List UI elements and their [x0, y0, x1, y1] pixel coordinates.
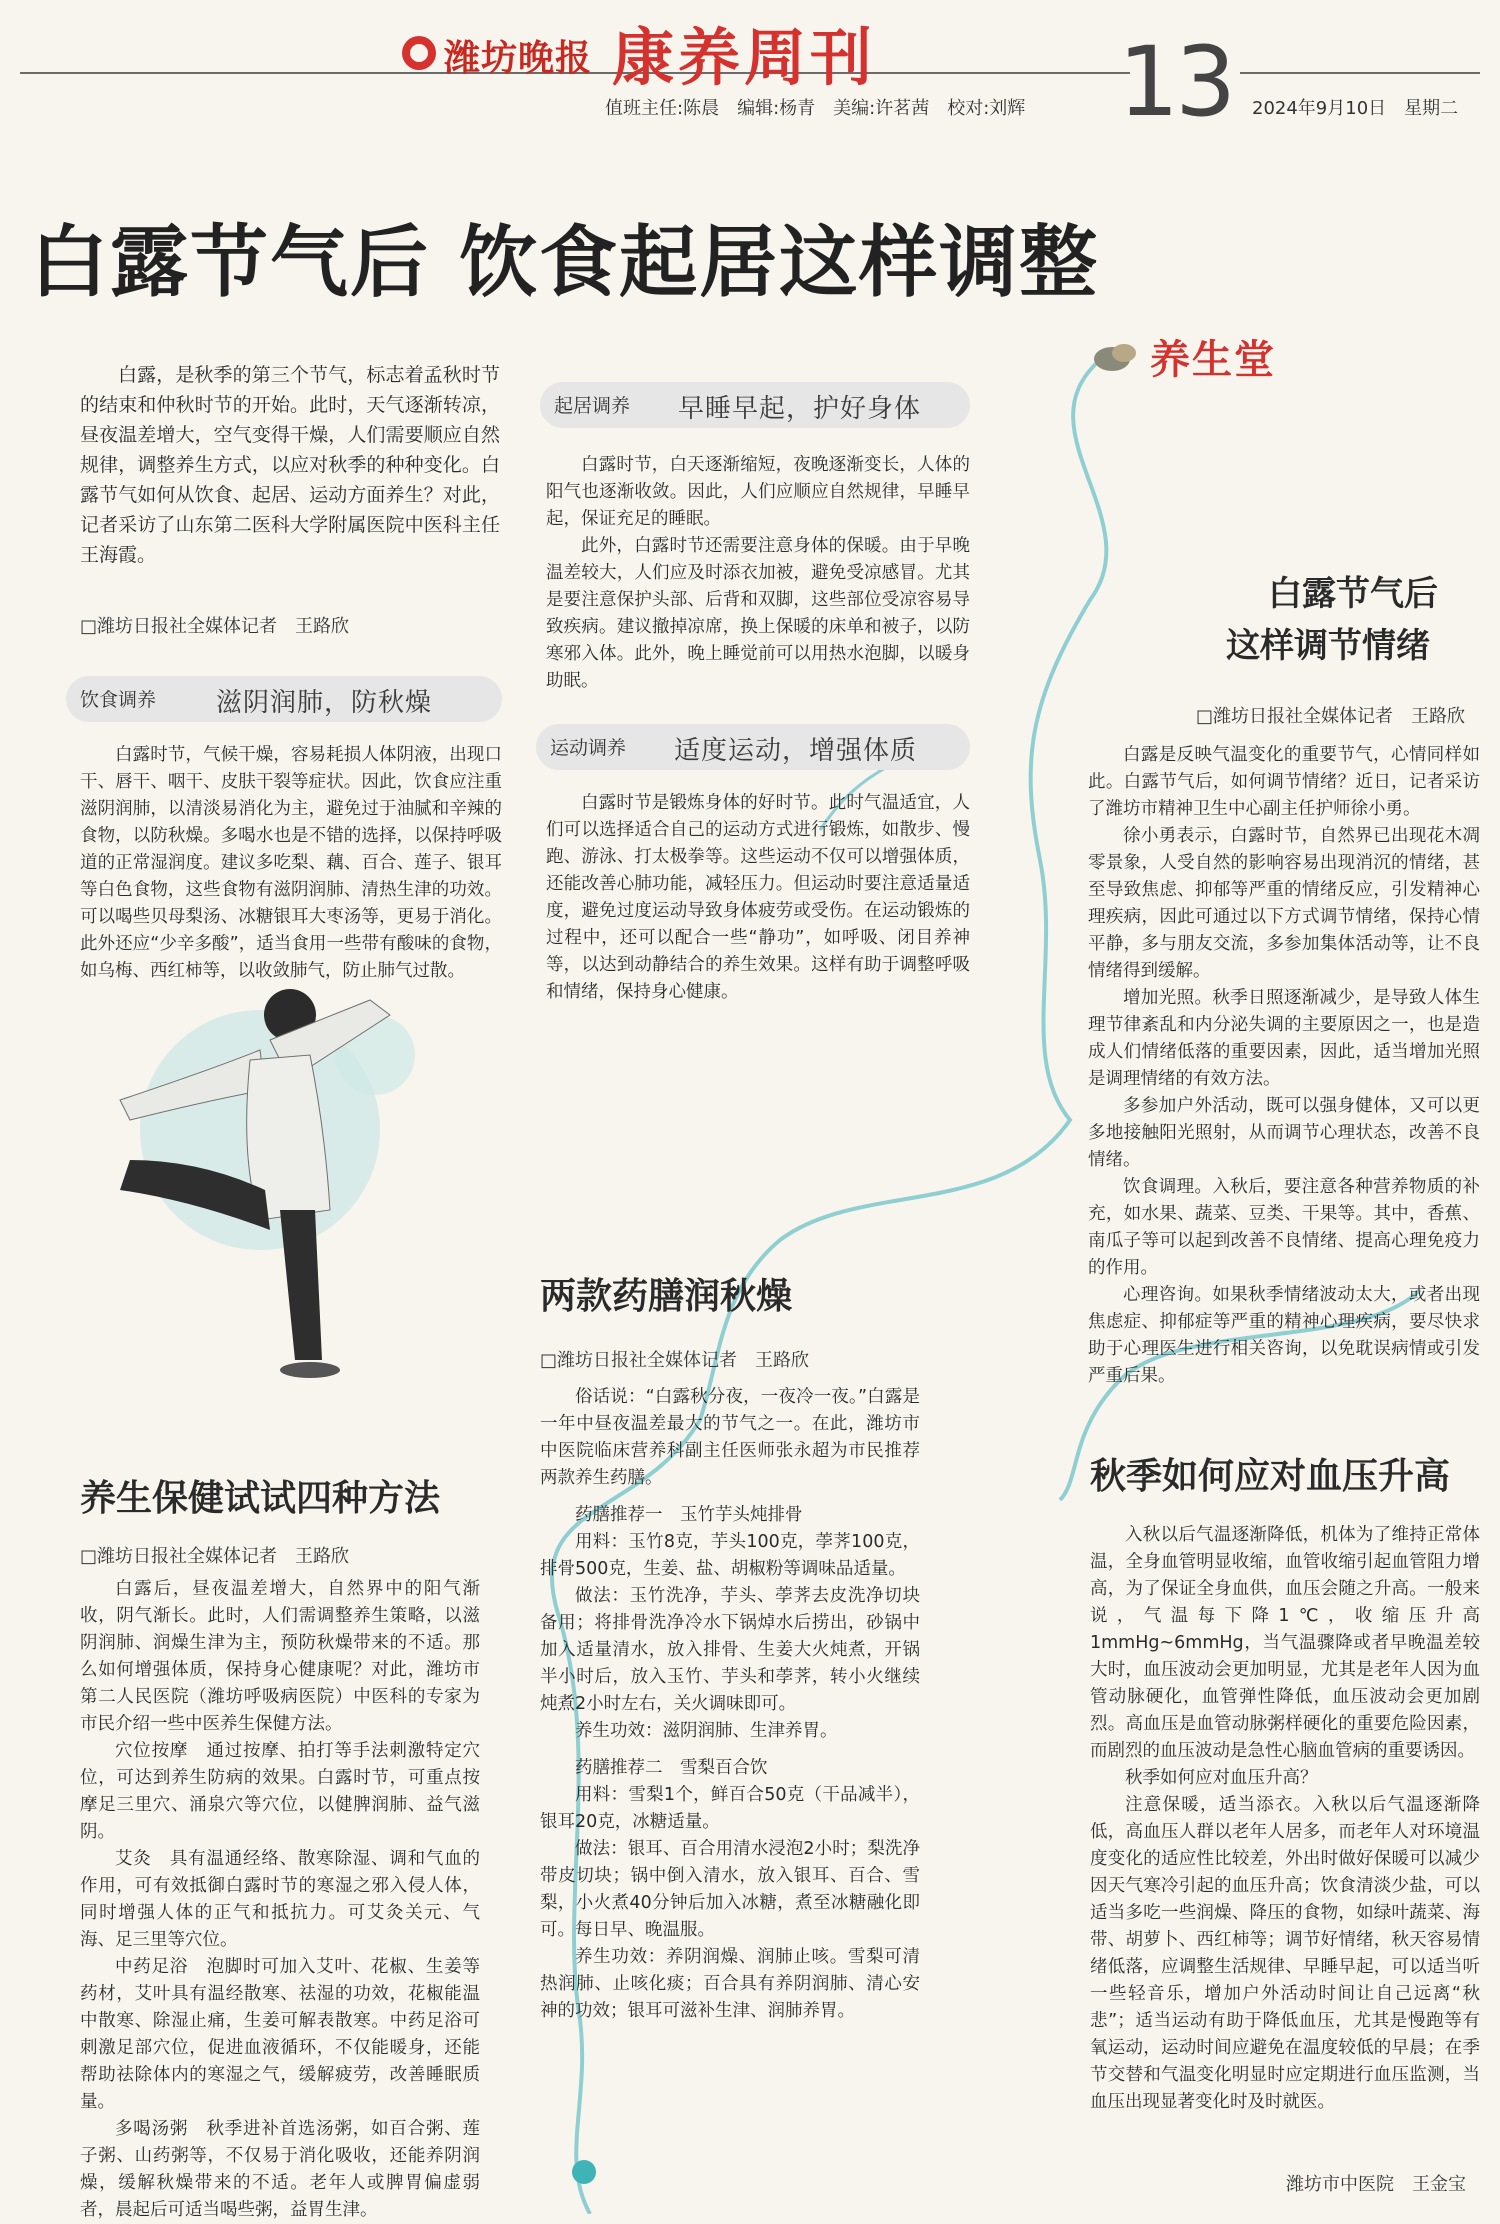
rest-heading: 早睡早起，护好身体 [678, 394, 922, 424]
recipes-byline: □潍坊日报社全媒体记者 王路欣 [540, 1350, 810, 1371]
recipes-text: 俗话说：“白露秋分夜，一夜冷一夜。”白露是一年中昼夜温差最大的节气之一。在此，潍坊市中医院临床营养科副主任医师张永超为市民推荐两款养生药膳。 药膳推荐一 玉竹芋头炖排骨 用料：玉竹8克，芋头100克，荸荠100克，排骨500克，生姜、盐、胡椒粉等调味品适量。 做法：玉竹洗净，芋头、荸荠去皮洗净切块备用；将排骨洗净冷水下锅焯水后捞出，砂锅中加入适量清水，放入排骨、生姜大火炖煮，开锅半小时后，放入玉竹、芋头和荸荠，转小火继续炖煮2小时左右，关火调味即可。 养生功效：滋阴润肺、生津养胃。 药膳推荐二 雪梨百合饮 用料：雪梨1个，鲜百合50克（干品减半），银耳20克，冰糖适量。 做法：银耳、百合用清水浸泡2小时；梨洗净带皮切块；锅中倒入清水，放入银耳、百合、雪梨，小火煮40分钟后加入冰糖，煮至冰糖融化即可。每日早、晚温服。 养生功效：养阴润燥、润肺止咳。雪梨可清热润肺、止咳化痰；百合具有养阴润肺、清心安神的功效；银耳可滋补生津、润肺养胃。 [540, 1387, 920, 2021]
main-headline: 白露节气后 饮食起居这样调整 [30, 218, 1100, 308]
page-number: 13 [1118, 26, 1233, 138]
editor-credits: 值班主任:陈晨 编辑:杨青 美编:许茗茜 校对:刘辉 [605, 98, 1026, 119]
paper-name: 潍坊晚报 [444, 37, 593, 79]
emotion-title-line2: 这样调节情绪 [1226, 626, 1430, 666]
rest-section-header [540, 382, 970, 428]
recipes-title: 两款药膳润秋燥 [540, 1275, 793, 1317]
column-herbs-icon [1090, 335, 1146, 375]
emotion-byline: □潍坊日报社全媒体记者 王路欣 [1196, 706, 1466, 727]
exercise-text: 白露时节是锻炼身体的好时节。此时气温适宜，人们可以选择适合自己的运动方式进行锻炼，如散步、慢跑、游泳、打太极拳等。这些运动不仅可以增强体质，还能改善心肺功能，减轻压力。但运动时要注意适量适度，避免过度运动导致身体疲劳或受伤。在运动锻炼的过程中，还可以配合一些“静功”，如呼吸、闭目养神等，以达到动静结合的养生效果。这样有助于调整呼吸和情绪，保持身心健康。 [546, 793, 970, 1002]
fourways-title: 养生保健试试四种方法 [80, 1477, 441, 1519]
diet-tag: 饮食调养 [80, 689, 157, 711]
bp-text: 入秋以后气温逐渐降低，机体为了维持正常体温，全身血管明显收缩，血管收缩引起血管阻力增高，为了保证全身血供，血压会随之升高。一般来说，气温每下降1℃，收缩压升高1mmHg~6mmHg，当气温骤降或者早晚温差较大时，血压波动会更加明显，尤其是老年人因为血管动脉硬化，血管弹性降低，血压波动会更加剧烈。高血压是血管动脉粥样硬化的重要危险因素，而剧烈的血压波动是急性心脑血管病的重要诱因。 秋季如何应对血压升高？ 注意保暖，适当添衣。入秋以后气温逐渐降低，高血压人群以老年人居多，而老年人对环境温度变化的适应性比较差，外出时做好保暖可以减少因天气寒冷引起的血压升高；饮食清淡少盐，可以适当多吃一些润燥、降压的食物，如绿叶蔬菜、海带、胡萝卜、西红柿等；调节好情绪，秋天容易情绪低落，应调整生活规律、早睡早起，可以适当听一些轻音乐，增加户外活动时间让自己远离“秋悲”；适当运动有助于降低血压，尤其是慢跑等有氧运动，运动时间应避免在温度较低的早晨；在季节交替和气温变化明显时应定期进行血压监测，当血压出现显著变化时及时就医。 [1090, 1525, 1480, 2112]
diet-heading: 滋阴润肺，防秋燥 [216, 688, 433, 718]
fourways-text: 白露后，昼夜温差增大，自然界中的阳气渐收，阴气渐长。此时，人们需调整养生策略，以滋阴润肺、润燥生津为主，预防秋燥带来的不适。那么如何增强体质，保持身心健康呢？对此，潍坊市第二人民医院（潍坊呼吸病医院）中医科的专家为市民介绍一些中医养生保健方法。 穴位按摩 通过按摩、拍打等手法刺激特定穴位，可达到养生防病的效果。白露时节，可重点按摩足三里穴、涌泉穴等穴位，以健脾润肺、益气滋阴。 艾灸 具有温通经络、散寒除湿、调和气血的作用，可有效抵御白露时节的寒湿之邪入侵人体，同时增强人体的正气和抵抗力。可艾灸关元、气海、足三里等穴位。 中药足浴 泡脚时可加入艾叶、花椒、生姜等药材，艾叶具有温经散寒、祛湿的功效，花椒能温中散寒、除湿止痛，生姜可解表散寒。中药足浴可刺激足部穴位，促进血液循环，不仅能暖身，还能帮助祛除体内的寒湿之气，缓解疲劳，改善睡眠质量。 多喝汤粥 秋季进补首选汤粥，如百合粥、莲子粥、山药粥等，不仅易于消化吸收，还能养阴润燥，缓解秋燥带来的不适。老年人或脾胃偏虚弱者，晨起后可适当喝些粥，益胃生津。 [80, 1579, 480, 2220]
publish-date: 2024年9月10日 星期二 [1252, 98, 1459, 119]
exercise-section-header [536, 724, 970, 770]
diet-text: 白露时节，气候干燥，容易耗损人体阴液，出现口干、唇干、咽干、皮肤干裂等症状。因此，饮食应注重滋阴润肺，以清淡易消化为主，避免过于油腻和辛辣的食物，以防秋燥。多喝水也是不错的选择，以保持呼吸道的正常湿润度。建议多吃梨、藕、百合、莲子、银耳等白色食物，这些食物有滋阴润肺、清热生津的功效。可以喝些贝母梨汤、冰糖银耳大枣汤等，更易于消化。此外还应“少辛多酸”，适当食用一些带有酸味的食物，如乌梅、西红柿等，以收敛肺气，防止肺气过散。 [80, 745, 502, 981]
lead-paragraph: 白露，是秋季的第三个节气，标志着孟秋时节的结束和仲秋时节的开始。此时，天气逐渐转凉，昼夜温差增大，空气变得干燥，人们需要顺应自然规律，调整养生方式，以应对秋季的种种变化。白露节气如何从饮食、起居、运动方面养生？对此，记者采访了山东第二医科大学附属医院中医科主任王海霞。 [80, 364, 500, 566]
exercise-heading: 适度运动，增强体质 [674, 736, 918, 766]
bp-title: 秋季如何应对血压升高 [1090, 1455, 1451, 1497]
tai-chi-figure-illustration [90, 960, 510, 1390]
emotion-title-line1: 白露节气后 [1268, 574, 1438, 614]
rest-tag: 起居调养 [554, 395, 631, 417]
section-name: 康养周刊 [612, 21, 877, 94]
diet-section-header [66, 676, 502, 722]
exercise-tag: 运动调养 [550, 737, 627, 759]
lead-byline: □潍坊日报社全媒体记者 王路欣 [80, 616, 350, 637]
fourways-byline: □潍坊日报社全媒体记者 王路欣 [80, 1546, 350, 1567]
bp-author: 潍坊市中医院 王金宝 [1286, 2174, 1466, 2195]
emotion-text: 白露是反映气温变化的重要节气，心情同样如此。白露节气后，如何调节情绪？近日，记者采访了潍坊市精神卫生中心副主任护师徐小勇。 徐小勇表示，白露时节，自然界已出现花木凋零景象，人受自然的影响容易出现消沉的情绪，甚至导致焦虑、抑郁等严重的情绪反应，引发精神心理疾病，因此可通过以下方式调节情绪，保持心情平静，多与朋友交流，多参加集体活动等，让不良情绪得到缓解。 增加光照。秋季日照逐渐减少，是导致人体生理节律紊乱和内分泌失调的主要原因之一，也是造成人们情绪低落的重要因素，因此，适当增加光照是调理情绪的有效方法。 多参加户外活动，既可以强身健体，又可以更多地接触阳光照射，从而调节心理状态，改善不良情绪。 饮食调理。入秋后，要注意各种营养物质的补充，如水果、蔬菜、豆类、干果等。其中，香蕉、南瓜子等可以起到改善不良情绪、提高心理免疫力的作用。 心理咨询。如果秋季情绪波动太大，或者出现焦虑症、抑郁症等严重的精神心理疾病，要尽快求助于心理医生进行相关咨询，以免耽误病情或引发严重后果。 [1088, 745, 1480, 1386]
column-label: 养生堂 [1150, 336, 1276, 383]
rest-text: 白露时节，白天逐渐缩短，夜晚逐渐变长，人体的阳气也逐渐收敛。因此，人们应顺应自然规律，早睡早起，保证充足的睡眠。 此外，白露时节还需要注意身体的保暖。由于早晚温差较大，人们应及时添衣加被，避免受凉感冒。尤其是要注意保护头部、后背和双脚，这些部位受凉容易导致疾病。建议撤掉凉席，换上保暖的床单和被子，以防寒邪入体。此外，晚上睡觉前可以用热水泡脚，以暖身助眠。 [546, 455, 970, 691]
